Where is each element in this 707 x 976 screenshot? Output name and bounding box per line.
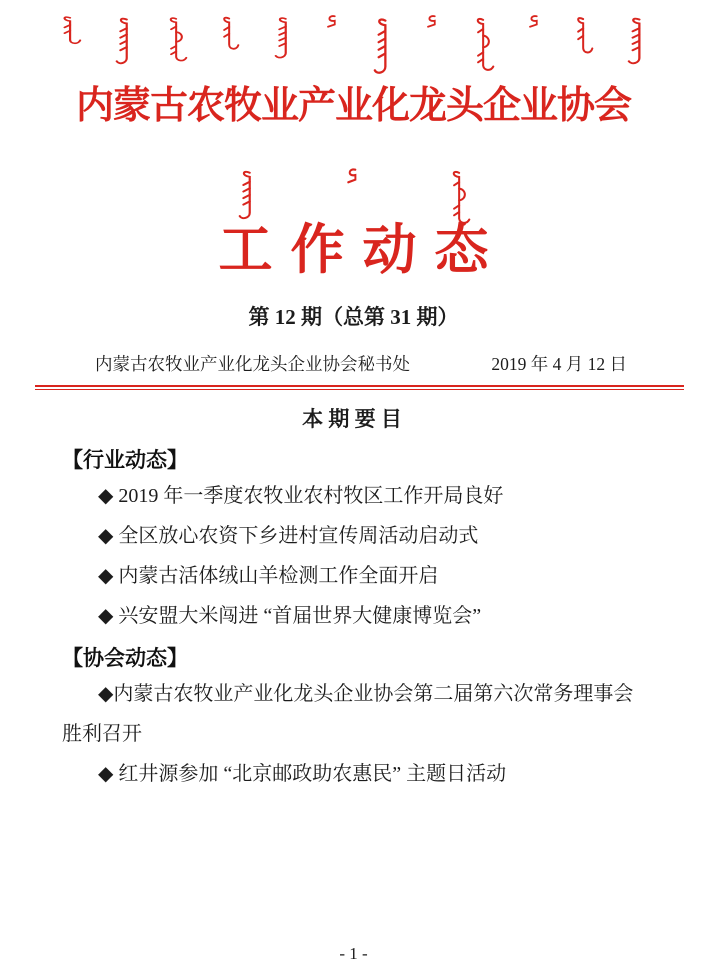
section-title-industry: 【行业动态】 — [62, 448, 188, 472]
toc-item: ◆ 内蒙古活体绒山羊检测工作全面开启 — [98, 564, 439, 587]
toc-item: ◆ 2019 年一季度农牧业农村牧区工作开局良好 — [98, 484, 504, 507]
mongolian-glyph-icon — [473, 14, 495, 74]
table-of-contents — [0, 404, 707, 794]
mongolian-glyph-icon — [372, 14, 393, 76]
header-divider — [35, 385, 684, 390]
publisher: 内蒙古农牧业产业化龙头企业协会秘书处 — [95, 353, 410, 374]
mongolian-glyph-icon — [60, 14, 82, 46]
bulletin-title: 工作动态 — [218, 220, 507, 281]
mongolian-glyph-icon — [166, 14, 188, 64]
mongolian-glyph-icon — [425, 14, 440, 29]
mongolian-glyph-icon — [345, 167, 361, 185]
mongolian-script-row-middle — [237, 167, 471, 227]
mongolian-script-row-top — [60, 14, 648, 80]
mongolian-glyph-icon — [237, 167, 257, 221]
issue-number: 第 12 期（总第 31 期） — [248, 304, 459, 329]
mongolian-glyph-icon — [325, 14, 340, 29]
org-title: 内蒙古农牧业产业化龙头企业协会 — [75, 85, 631, 127]
mongolian-glyph-icon — [527, 14, 542, 29]
publish-date: 2019 年 4 月 12 日 — [491, 353, 627, 374]
toc-heading: 本 期 要 目 — [302, 406, 402, 431]
section-title-association: 【协会动态】 — [62, 646, 188, 670]
mongolian-glyph-icon — [273, 14, 293, 60]
publisher-row — [0, 351, 707, 377]
mongolian-glyph-icon — [114, 14, 134, 66]
toc-item: ◆内蒙古农牧业产业化龙头企业协会第二届第六次常务理事会胜利召开 — [62, 682, 634, 745]
page-number: - 1 - — [339, 944, 368, 963]
toc-item: ◆ 全区放心农资下乡进村宣传周活动启动式 — [98, 524, 479, 547]
mongolian-glyph-icon — [574, 14, 594, 56]
toc-item: ◆ 红井源参加 “北京邮政助农惠民” 主题日活动 — [98, 762, 507, 785]
mongolian-glyph-icon — [626, 14, 647, 66]
mongolian-glyph-icon — [220, 14, 240, 52]
toc-item: ◆ 兴安盟大米闯进 “首届世界大健康博览会” — [98, 604, 482, 627]
mongolian-glyph-icon — [449, 167, 471, 227]
